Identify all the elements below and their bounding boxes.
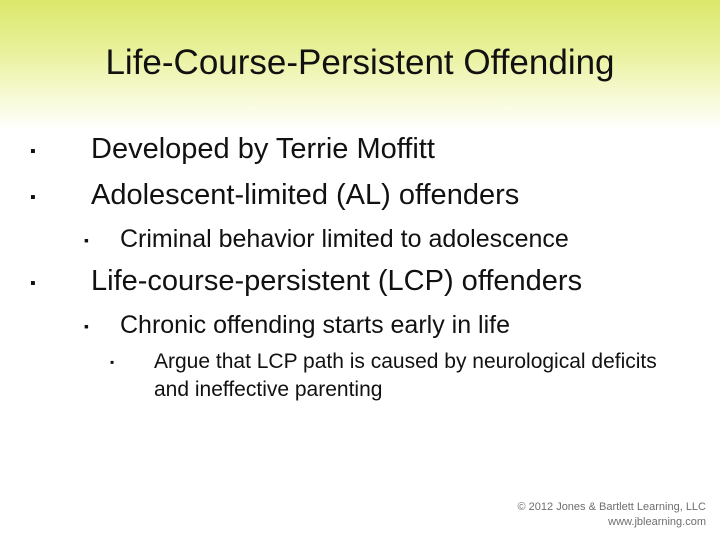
subbullet-chronic-offending: [0, 310, 720, 342]
bullet-marker: ▪: [84, 232, 89, 248]
bullet-adolescent-limited: [0, 178, 720, 214]
bullet-life-course-persistent: [0, 264, 720, 300]
copyright-notice: [518, 500, 707, 530]
publisher-url: www.jblearning.com: [608, 515, 706, 528]
bullet-marker: ▪: [30, 143, 36, 160]
bullet-developed-by: [0, 132, 720, 168]
bullet-marker: ▪: [30, 189, 36, 206]
slide-title: Life-Course-Persistent Offending: [105, 43, 615, 82]
bullet-marker: ▪: [30, 275, 36, 292]
subsubbullet-neurological-deficits: [0, 348, 720, 408]
bullet-text: Chronic offending starts early in life: [120, 311, 511, 339]
bullet-text: Argue that LCP path is caused by neurological deficits and ineffective parenting: [154, 350, 657, 402]
bullet-text: Developed by Terrie Moffitt: [91, 133, 435, 165]
bullet-text: Adolescent-limited (AL) offenders: [91, 179, 520, 211]
bullet-marker: ▪: [110, 355, 115, 369]
subbullet-criminal-behavior: [0, 224, 720, 256]
bullet-text: Life-course-persistent (LCP) offenders: [91, 265, 583, 297]
bullet-marker: ▪: [84, 318, 89, 334]
bullet-text: Criminal behavior limited to adolescence: [120, 225, 569, 253]
copyright-line: © 2012 Jones & Bartlett Learning, LLC: [517, 501, 706, 513]
